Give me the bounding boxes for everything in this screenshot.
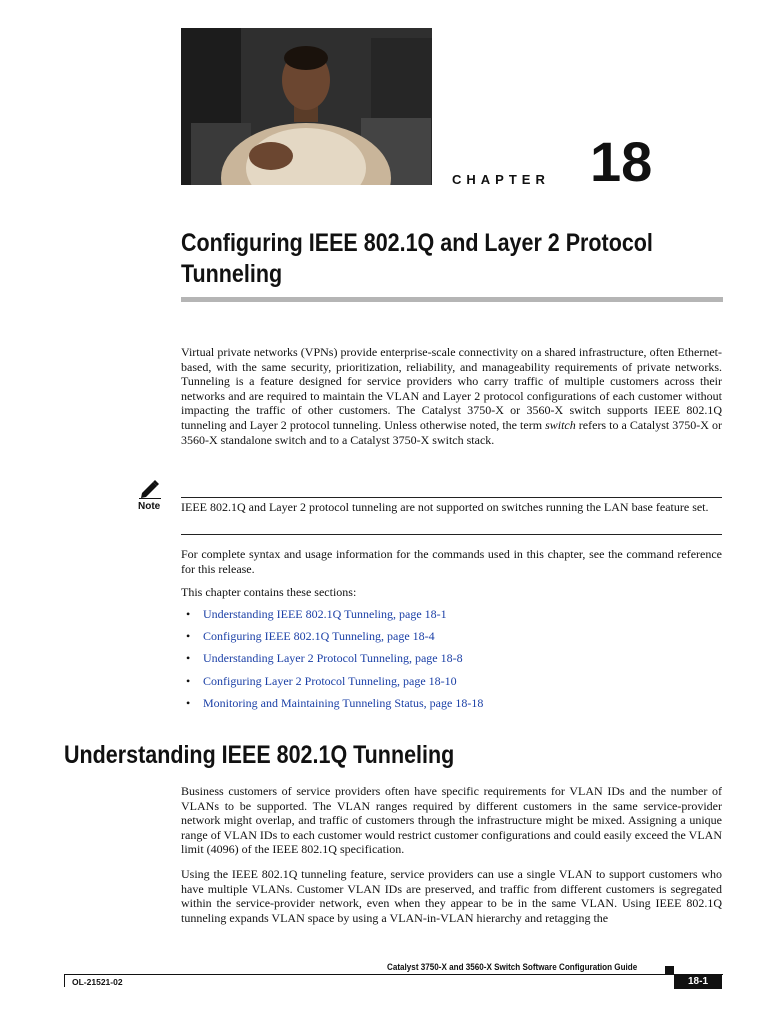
- list-item: [186, 674, 483, 696]
- intro-text-end: refers to a Catalyst 3750-X or 3560-X standalone switch and to a Catalyst 3750-X switch stack.: [181, 417, 722, 447]
- chapter-label: CHAPTER: [452, 172, 550, 187]
- bullet-icon: •: [186, 695, 191, 710]
- section-paragraph-2: Using the IEEE 802.1Q tunneling feature, service providers can use a single VLAN to support customers who have multiple VLANs. Customer VLAN IDs are preserved, and traffic from different customers is segregated within the service-provider network, even when they appear to be in the same VLAN. Using IEEE 802.1Q tunneling expands VLAN space by using a VLAN-in-VLAN hierarchy and retagging the: [181, 867, 722, 925]
- note-bottom-rule: [181, 534, 722, 535]
- section-list: [186, 607, 483, 718]
- toc-link-1[interactable]: Understanding IEEE 802.1Q Tunneling, page 18-1: [203, 607, 447, 621]
- toc-link-5[interactable]: Monitoring and Maintaining Tunneling Status, page 18-18: [203, 695, 484, 710]
- note-text: IEEE 802.1Q and Layer 2 protocol tunneling are not supported on switches running the LAN base feature set.: [181, 500, 709, 514]
- toc-link-3[interactable]: Understanding Layer 2 Protocol Tunneling, page 18-8: [203, 651, 463, 666]
- toc-link-2[interactable]: Configuring IEEE 802.1Q Tunneling, page 18-4: [203, 629, 435, 644]
- section-paragraph-1: Business customers of service providers often have specific requirements for VLAN IDs and the number of VLANs to be supported. The VLAN ranges required by different customers in the same service-provider network might overlap, and traffic of customers through the infrastructure might be mixed. Assigning a unique range of VLAN IDs to each customer would restrict customer configurations and could easily exceed the VLAN limit (4096) of the IEEE 802.1Q specification.: [181, 784, 722, 857]
- footer-tick: [64, 974, 65, 987]
- footer-guide-title: Catalyst 3750-X and 3560-X Switch Software Configuration Guide: [387, 962, 638, 972]
- chapter-photo: [181, 28, 432, 185]
- list-item: [186, 651, 483, 673]
- intro-text-start: Virtual private networks (VPNs) provide enterprise-scale connectivity on a shared infrastructure, often Ethernet-based, with the same security, prioritization, reliability, and manageability requirements of private networks. Tunneling is a feature designed for service providers who carry traffic of multiple customers across their networks and are required to maintain the VLAN and Layer 2 protocol configurations of each customer without impacting the traffic of other customers. The Catalyst 3750-X or 3560-X switch supports IEEE 802.1Q tunneling and Layer 2 protocol tunneling. Unless otherwise noted, the term: [181, 345, 722, 432]
- bullet-icon: •: [186, 673, 191, 688]
- title-rule: [181, 297, 723, 302]
- intro-italic-term: switch: [545, 417, 576, 432]
- footer-doc-number: OL-21521-02: [72, 977, 123, 987]
- list-item: [186, 629, 483, 651]
- bullet-icon: •: [186, 607, 191, 621]
- note-top-rule: [181, 497, 722, 498]
- footer-rule: [64, 974, 723, 975]
- footer-page-tab: [665, 966, 674, 975]
- list-item: [186, 696, 483, 718]
- section-heading: Understanding IEEE 802.1Q Tunneling: [64, 741, 455, 769]
- reference-paragraph: For complete syntax and usage information for the commands used in this chapter, see the command reference for this release.: [181, 547, 722, 576]
- intro-paragraph: [181, 345, 722, 447]
- chapter-title: Configuring IEEE 802.1Q and Layer 2 Protocol Tunneling: [181, 229, 653, 288]
- bullet-icon: •: [186, 629, 191, 644]
- list-item: [186, 607, 483, 629]
- toc-link-4[interactable]: Configuring Layer 2 Protocol Tunneling, page 18-10: [203, 673, 457, 688]
- bullet-icon: •: [186, 651, 191, 666]
- footer-page-number: 18-1: [674, 974, 722, 989]
- note-label: Note: [138, 501, 161, 512]
- pencil-icon: [138, 479, 162, 499]
- sections-intro: This chapter contains these sections:: [181, 585, 357, 599]
- chapter-number: 18: [590, 130, 653, 193]
